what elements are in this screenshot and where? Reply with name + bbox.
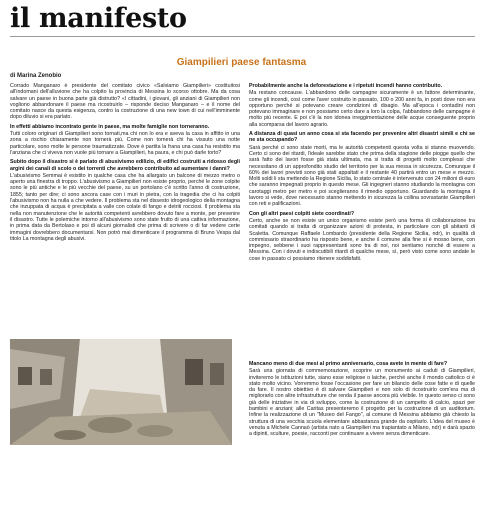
question-1: In effetti abbiamo incontrato gente in paese, ma molte famiglie non torneranno. [10, 123, 210, 130]
answer-5: Certo, anche se non esiste un unico organismo esiste però una forma di collaborazione tra comitati quando si tratta di organizzare azioni di protesta, in particolare con gli abitanti di Scaletta. Comunque Raffaele Lombardo (presidente della Regione Sicilia, ndr), in qualità di commissario straordinario ha risposto bene, e anche il comune alla fine si è mosso bene, con impegno, sebbene i suoi rappresentanti sono tra di noi, noi sentiamo nonché di essere a Messina. Con i dovuti e indiscutibili ritardi di qualche mese, sì, però visto come sono andate le cose in passato ci possiamo ritenere soddisfatti. [249, 217, 475, 262]
article-byline: di Marina Zenobio [10, 73, 62, 79]
question-2: Subito dopo il disastro si è parlato di abusivismo edilizio, di edifici costruiti a ridosso degli argini dei canali di scolo o dei torrenti che avrebbero contribuito ad aumentare i danni? [10, 159, 240, 172]
answer-3: Ma restano concause. L'abbandono delle campagne sicuramente è un fattore determinante, come gli incendi, così come l'aver costruito in passato, 100 o 200 anni fa, in posti dove non era opportuno perché si potevano creare condizioni di disagio. Ma all'epoca i contadini non potevano immaginare e non possiamo certo dare a loro la colpa, l'abbandono delle campagne è molto più recente. E poi c'è la non idonea irreggimentazione delle acque conseguente proprio alla scomparsa del lavoro agrario. [249, 90, 475, 128]
header-divider [10, 36, 475, 37]
right-column-lower [249, 358, 475, 440]
right-column [249, 83, 475, 264]
answer-2: L'abusivismo Semmai è esistito in qualche casa che ha allargato un balcone di mezzo metro o aperto una finestra di troppo. L'abusivismo a Giampilieri non esiste proprio, perché le zone colpite sono le più antiche e le più vecchie del paese, su un portolano c'è scritto l'anno di costruzione, 1855; tanto per dire; ci sono ancora case con i muri in pietra, con la tragedia che ci ha colpiti l'abusivismo non ha nulla a che vedere. Il problema sta nel dissesto idrogeologico della montagna che inzuppata di acqua è precipitata a valle con colate di fango e detriti rocciosi. Il problema sta nella non manutenzione che le autorità competenti avrebbero dovuto fare a monte, per prevenire il disastro. Tutte le polemiche intorno all'abusivismo sono state frutto di una cattiva informazione, in prima data da Bertolaso e poi di alcuni giornalisti che prima di scrivere o di far vedere certe immagini dovrebbero documentarsi. Non potrò mai dimenticare il programma di Bruno Vespa dal titolo La montagna degli abusivi. [10, 172, 240, 242]
question-5: Con gli altri paesi colpiti siete coordinati? [249, 210, 355, 217]
question-3: Probabilmente anche la deforestazione e i ripetuti incendi hanno contribuito. [249, 83, 443, 89]
article-headline: Giampilieri paese fantasma [176, 57, 307, 68]
question-6: Mancano meno di due mesi al primo anniversario, cosa avete in mente di fare? [249, 361, 448, 367]
intro-paragraph: Corrado Manganaro è presidente del comitato civico «Salviamo Giampilieri» costituitosi all'indomani dell'alluvione che ha colpito la provincia di Messina lo scorso ottobre. Ma da cosa salvare un paese in buona parte già distrutto? «I cittadini, i giovani, gli anziani di Giampilieri non vogliono abbandonare il paese ma ricostruirlo – risponde deciso Manganaro – e il nome del comitato nasce da questa esigenza, contro la costruzione di una new town di cui nell'imminente dopo diluvio si era parlato. [10, 83, 240, 121]
answer-6: Sarà una giornata di commemorazione, scoprire un monumento ai caduti di Giampilieri, inviteremo le istituzioni tutte, siano esse religiose o laiche, perché anche il mondo cattolico ci è stato molto vicino. Vorremmo fosse l'occasione per fare un bilancio delle cose fatte e di quelle da fare. Il nostro obiettivo è di salvare Giampilieri e non solo di ricostruirlo com'era ma di migliorarlo con altre infrastrutture che renda il paese ancora più vivibile. In questo senso ci sono già delle iniziative in via di sviluppo, come la costruzione di un campetto di calcio, spazi per bambini e anziani; alle Caritas presenteremo il progetto per la costruzione di un auditorium. Infine la realizzazione di un "Museo del Fango", al comune di Messina abbiamo già chiesto la struttura di una vecchia scuola elementare abbastanza grande da ospitarlo. L'idea del museo è venuta a Michele Cannaò (artista nato a Giampilieri ma trapiantato a Milano, ndr) e darà spazio a dipinti, sculture, poesie, racconti per continuare a vivere senza dimenticare. [249, 368, 475, 438]
answer-4: Sarà perché ci sono state morti, ma le autorità competenti questa volta si stanno muovendo. Certo ci sono dei ritardi, l'ideale sarebbe stato che prima della stagione delle piogge quello che sarà fatto dei lavori fosse già stata ultimata, ma si tratta di progetti molto complessi che necessitano di un approfondito studio del territorio per la sua messa in sicurezza. Comunque il 60% dei lavori previsti sono già stati appaltati e il restante 40 partirà entro un mese e mezzo. Molti soldi li sta mettendo la Regione Sicilia, lo stato centrale è intervenuto con 24 milioni di euro che saranno impegnati proprio in questo mese. Gli ingegneri stanno studiando la montagna con carotaggi metro per metro e poi sceglieranno il rimedio opportuno. Guardando la montagna il lavoro si vede, dove necessario stanno mettendo in sicurezza la collina sovrastante Giampilieri con reti e palificazioni. [249, 144, 475, 208]
photo-column [10, 336, 242, 448]
newspaper-masthead: il manifesto [10, 3, 187, 34]
street-damage-photo [10, 339, 232, 445]
question-4: A distanza di quasi un anno cosa si sta facendo per prevenire altri disastri simili e chi se ne sta occupando? [249, 131, 475, 144]
answer-1: Tutti coloro originari di Giampilieri sono tornati,ma chi non lo era e aveva la casa in affitto in una zona a rischio chiaramente non tornerà più. Come non tornerà chi ha vissuto una notte particolare, sono molte le persone traumatizzate. Dove è partita la frana una casa ha resistito ma l'anziana che ci viveva non vuole più tornare a Giampilieri, ha paura, e chi può darle torto? [10, 131, 240, 156]
left-column [10, 83, 240, 244]
